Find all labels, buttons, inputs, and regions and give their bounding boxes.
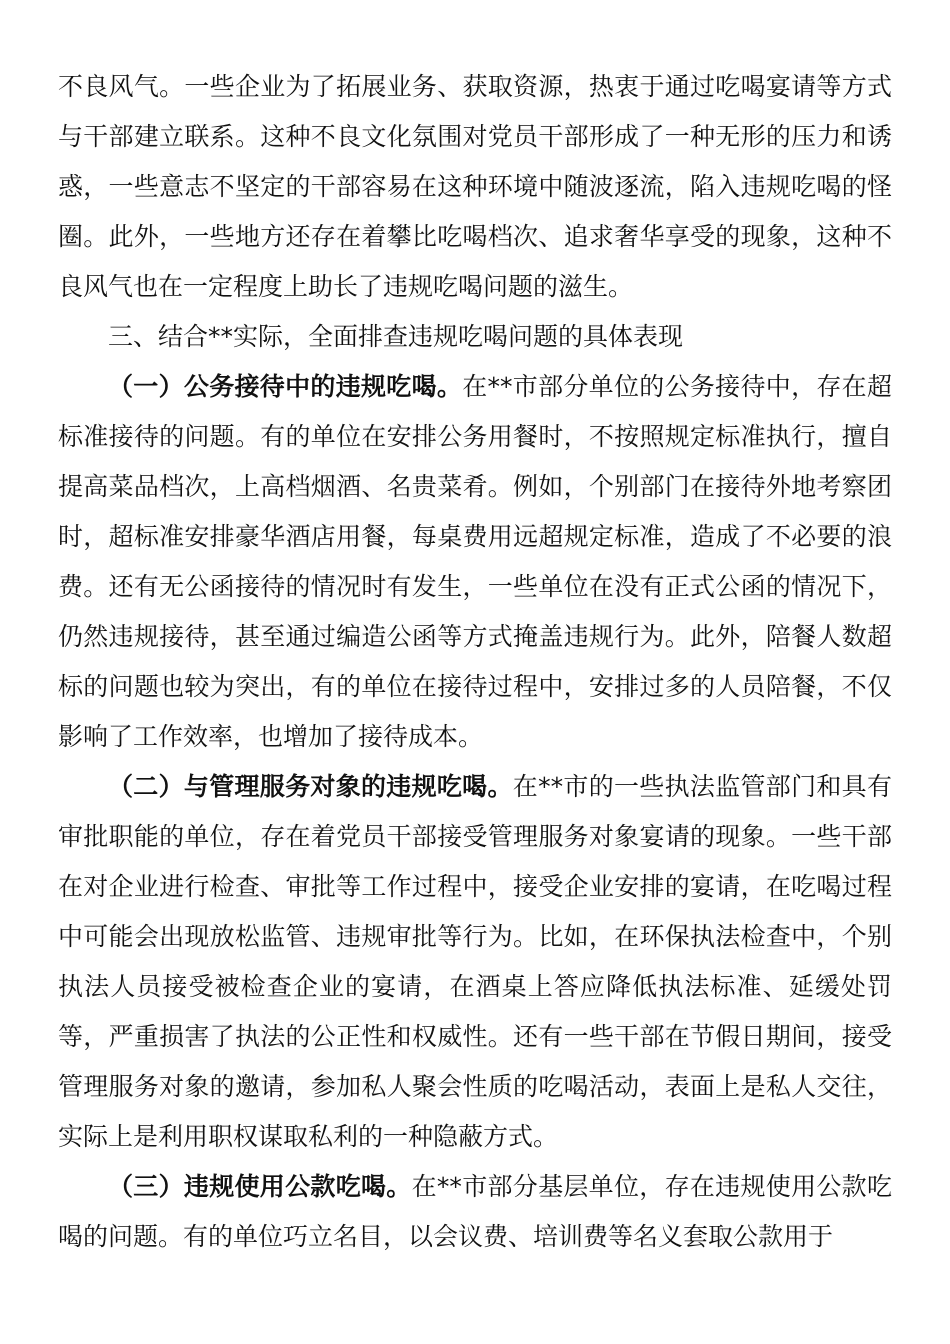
sub-section-1 bbox=[58, 362, 892, 762]
section-heading bbox=[58, 312, 892, 362]
paragraph-continuation bbox=[58, 62, 892, 312]
paragraph-text: 不良风气。一些企业为了拓展业务、获取资源，热衷于通过吃喝宴请等方式与干部建立联系。这种不良文化氛围对党员干部形成了一种无形的压力和诱惑，一些意志不坚定的干部容易在这种环境中随波逐流，陷入违规吃喝的怪圈。此外，一些地方还存在着攀比吃喝档次、追求奢华享受的现象，这种不良风气也在一定程度上助长了违规吃喝问题的滋生。 bbox=[58, 72, 892, 301]
sub-section-body: 在**市的一些执法监管部门和具有审批职能的单位，存在着党员干部接受管理服务对象宴请的现象。一些干部在对企业进行检查、审批等工作过程中，接受企业安排的宴请，在吃喝过程中可能会出现放松监管、违规审批等行为。比如，在环保执法检查中，个别执法人员接受被检查企业的宴请，在酒桌上答应降低执法标准、延缓处罚等，严重损害了执法的公正性和权威性。还有一些干部在节假日期间，接受管理服务对象的邀请，参加私人聚会性质的吃喝活动，表面上是私人交往，实际上是利用职权谋取私利的一种隐蔽方式。 bbox=[58, 772, 892, 1151]
sub-section-body: 在**市部分单位的公务接待中，存在超标准接待的问题。有的单位在安排公务用餐时，不按照规定标准执行，擅自提高菜品档次，上高档烟酒、名贵菜肴。例如，个别部门在接待外地考察团时，超标准安排豪华酒店用餐，每桌费用远超规定标准，造成了不必要的浪费。还有无公函接待的情况时有发生，一些单位在没有正式公函的情况下，仍然违规接待，甚至通过编造公函等方式掩盖违规行为。此外，陪餐人数超标的问题也较为突出，有的单位在接待过程中，安排过多的人员陪餐，不仅影响了工作效率，也增加了接待成本。 bbox=[58, 372, 892, 751]
sub-section-lead: （一）公务接待中的违规吃喝。 bbox=[108, 372, 463, 401]
sub-section-3 bbox=[58, 1162, 892, 1262]
sub-section-body: 在**市部分基层单位，存在违规使用公款吃喝的问题。有的单位巧立名目，以会议费、培训费等名义套取公款用于 bbox=[58, 1172, 892, 1251]
sub-section-lead: （三）违规使用公款吃喝。 bbox=[108, 1172, 412, 1201]
sub-section-2 bbox=[58, 762, 892, 1162]
sub-section-lead: （二）与管理服务对象的违规吃喝。 bbox=[108, 772, 513, 801]
document-page bbox=[58, 62, 892, 1262]
section-heading-text: 三、结合**实际，全面排查违规吃喝问题的具体表现 bbox=[108, 322, 684, 351]
